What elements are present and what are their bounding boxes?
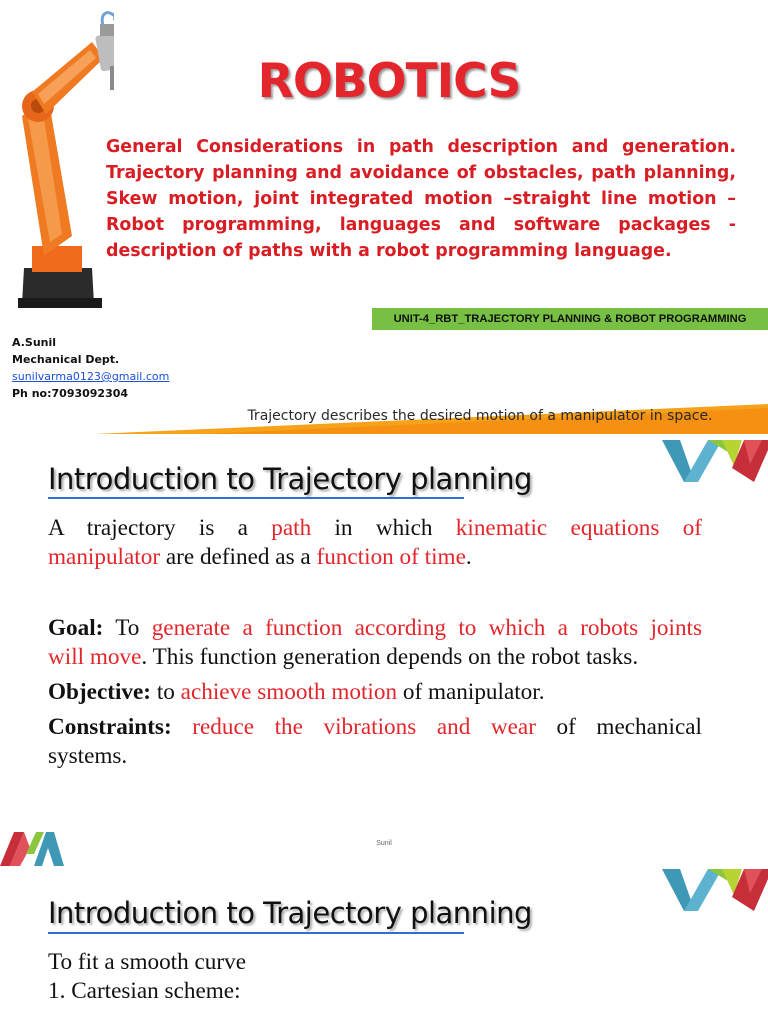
goal-paragraph bbox=[48, 614, 702, 672]
text-run: systems. bbox=[48, 743, 128, 769]
slide3-title: Introduction to Trajectory planning bbox=[48, 896, 532, 930]
logo-mark-icon bbox=[662, 438, 768, 482]
logo-mark-icon bbox=[662, 866, 768, 912]
text-run: to bbox=[151, 679, 181, 705]
highlight-text: manipulator bbox=[48, 544, 161, 570]
author-dept: Mechanical Dept. bbox=[12, 353, 120, 366]
text-run: of mechanical bbox=[535, 714, 702, 740]
slide-footer: Sunil bbox=[376, 840, 392, 847]
constraints-paragraph bbox=[48, 713, 702, 771]
topic-line: General Considerations in path description and generation. bbox=[106, 137, 736, 157]
author-info bbox=[12, 334, 169, 402]
highlight-text: achieve smooth motion bbox=[180, 679, 398, 705]
objective-label: Objective: bbox=[48, 679, 152, 705]
robot-arm-image bbox=[14, 6, 114, 312]
slide2-title: Introduction to Trajectory planning bbox=[48, 462, 532, 496]
goal-label: Goal: bbox=[48, 615, 104, 641]
text-run: To bbox=[103, 615, 152, 641]
list-item: 1. Cartesian scheme: bbox=[48, 978, 241, 1004]
text-run: . bbox=[465, 544, 472, 570]
constraints-label: Constraints: bbox=[48, 714, 172, 740]
text-run: of manipulator. bbox=[397, 679, 545, 705]
highlight-text: will move bbox=[48, 644, 142, 670]
topic-list bbox=[106, 134, 736, 264]
text-run: are defined as a bbox=[160, 544, 317, 570]
definition-text: Trajectory describes the desired motion of a manipulator in space. bbox=[247, 408, 713, 424]
highlight-text: function of time bbox=[316, 544, 466, 570]
topic-line: Robot programming, languages and software packages - bbox=[106, 215, 736, 235]
author-phone: Ph no:7093092304 bbox=[12, 387, 129, 400]
slide3-body bbox=[48, 948, 246, 1006]
title-underline bbox=[48, 497, 464, 499]
topic-line: Skew motion, joint integrated motion –straight line motion – bbox=[106, 189, 736, 209]
objective-paragraph bbox=[48, 678, 702, 707]
title-underline bbox=[48, 932, 464, 934]
highlight-text: generate a function according to which a robots joints bbox=[151, 615, 702, 641]
unit-label-bar: UNIT-4_RBT_TRAJECTORY PLANNING & ROBOT PROGRAMMING bbox=[372, 308, 768, 330]
text-run: in which bbox=[311, 515, 456, 541]
topic-line: Trajectory planning and avoidance of obstacles, path planning, bbox=[106, 163, 736, 183]
text-run: . This function generation depends on the robot tasks. bbox=[141, 644, 639, 670]
main-title: ROBOTICS bbox=[257, 54, 521, 109]
highlight-text: reduce the vibrations and wear bbox=[192, 714, 536, 740]
body-line: To fit a smooth curve bbox=[48, 949, 246, 975]
highlight-text: path bbox=[271, 515, 312, 541]
topic-line: description of paths with a robot programming language. bbox=[106, 241, 672, 261]
trajectory-definition bbox=[48, 514, 702, 572]
author-name: A.Sunil bbox=[12, 336, 57, 349]
author-email-link[interactable]: sunilvarma0123@gmail.com bbox=[12, 370, 170, 383]
text-run: A trajectory is a bbox=[48, 515, 272, 541]
highlight-text: kinematic equations of bbox=[455, 515, 703, 541]
